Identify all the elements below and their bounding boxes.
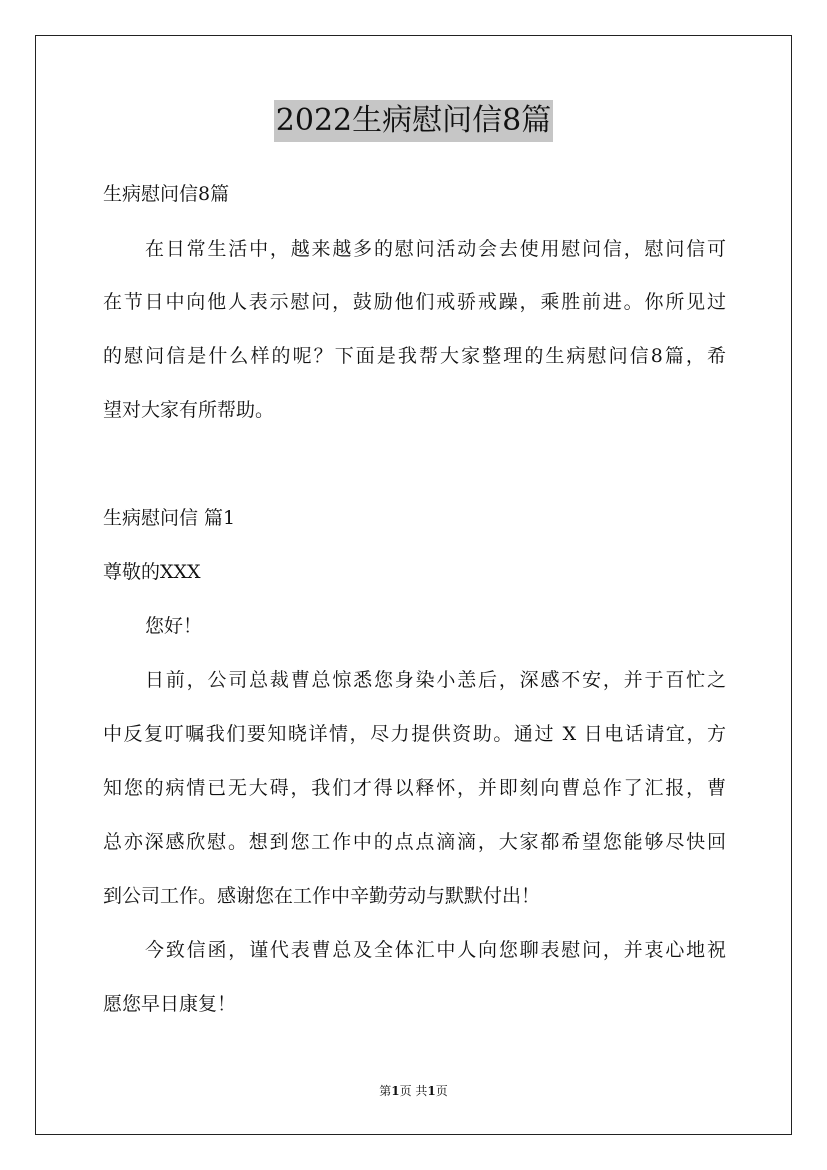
greeting: 您好！ bbox=[145, 615, 203, 637]
document-title: 2022生病慰问信8篇 bbox=[274, 100, 553, 142]
intro-line: 的慰问信是什么样的呢？下面是我帮大家整理的生病慰问信8篇，希 bbox=[103, 345, 726, 367]
page-mid: 页 共 bbox=[399, 1084, 428, 1098]
page-suffix: 页 bbox=[435, 1084, 448, 1098]
body-line: 总亦深感欣慰。想到您工作中的点点滴滴，大家都希望您能够尽快回 bbox=[103, 831, 726, 853]
intro-line: 望对大家有所帮助。 bbox=[103, 399, 275, 421]
page-prefix: 第 bbox=[379, 1084, 392, 1098]
body-line: 知您的病情已无大碍，我们才得以释怀，并即刻向曹总作了汇报，曹 bbox=[103, 777, 726, 799]
title-wrapper bbox=[0, 100, 827, 142]
page-footer bbox=[0, 1083, 827, 1099]
closing-line: 愿您早日康复！ bbox=[103, 993, 237, 1015]
section-heading: 生病慰问信 篇1 bbox=[103, 507, 236, 529]
intro-line: 在日常生活中，越来越多的慰问活动会去使用慰问信，慰问信可 bbox=[145, 238, 726, 260]
body-line: 日前，公司总裁曹总惊悉您身染小恙后，深感不安，并于百忙之 bbox=[145, 669, 726, 691]
page-total: 1 bbox=[427, 1084, 436, 1098]
intro-line: 在节日中向他人表示慰问，鼓励他们戒骄戒躁，乘胜前进。你所见过 bbox=[103, 291, 726, 313]
salutation: 尊敬的XXX bbox=[103, 561, 201, 583]
body-line: 到公司工作。感谢您在工作中辛勤劳动与默默付出！ bbox=[103, 885, 541, 907]
document-subtitle: 生病慰问信8篇 bbox=[103, 183, 230, 205]
page-current: 1 bbox=[391, 1084, 400, 1098]
closing-line: 今致信函，谨代表曹总及全体汇中人向您聊表慰问，并衷心地祝 bbox=[145, 939, 726, 961]
body-line: 中反复叮嘱我们要知晓详情，尽力提供资助。通过 X 日电话请宜，方 bbox=[103, 723, 726, 745]
